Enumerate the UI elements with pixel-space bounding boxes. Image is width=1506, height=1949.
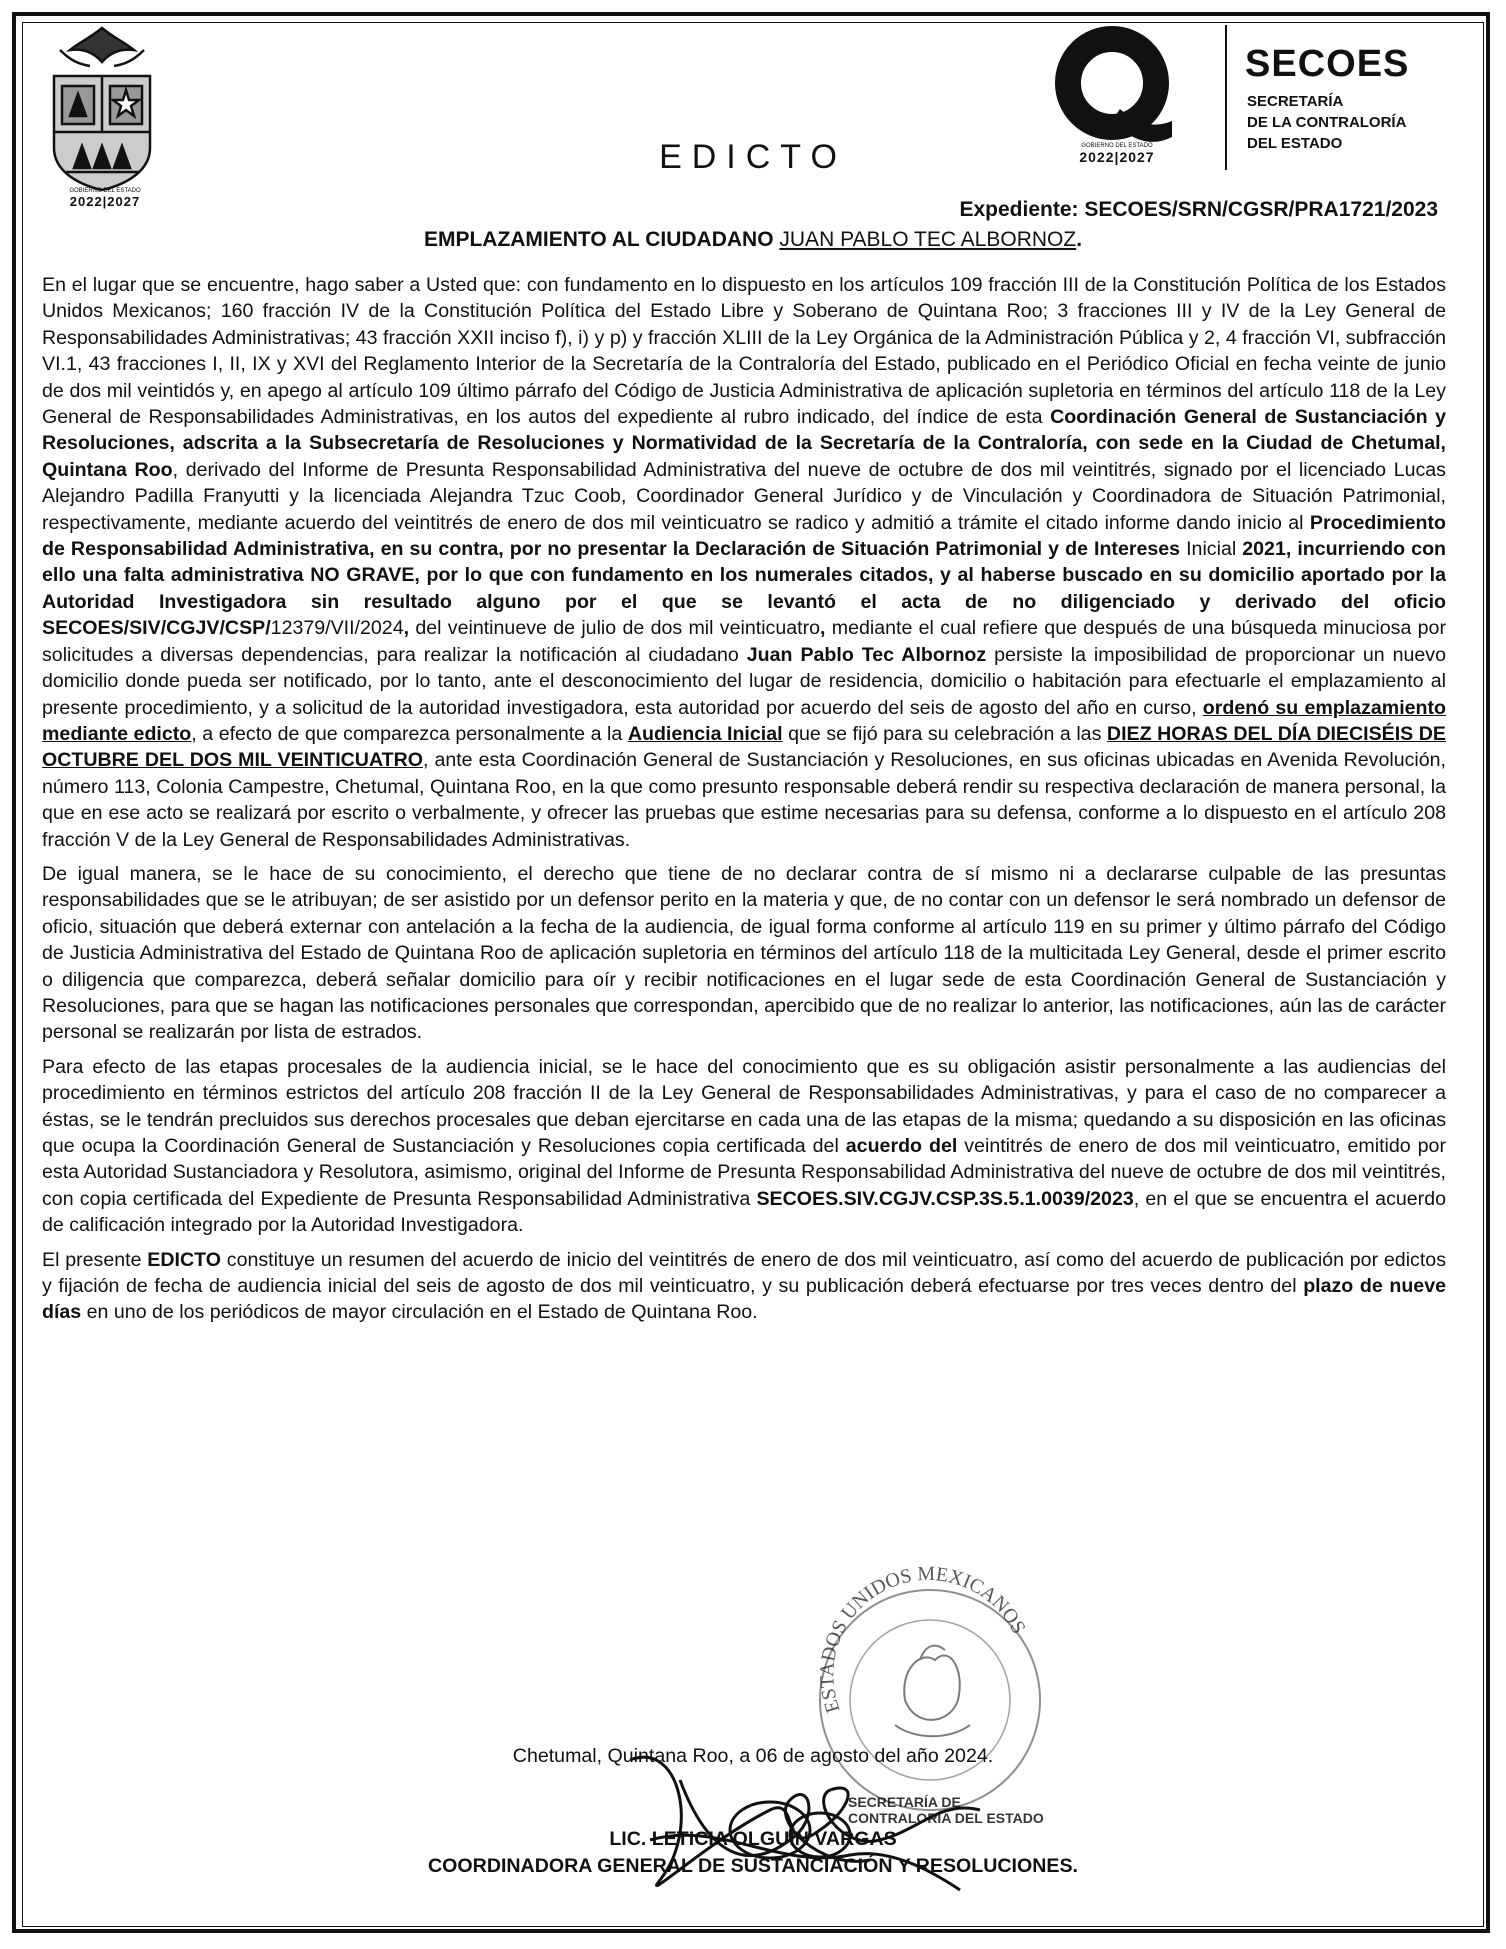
secoes-line-2: DE LA CONTRALORÍA — [1247, 114, 1407, 131]
citizen-name: JUAN PABLO TEC ALBORNOZ — [779, 228, 1077, 251]
seal-ring-text: ESTADOS UNIDOS MEXICANOS — [816, 1562, 1030, 1716]
p1-text-5: del veintinueve de julio de dos mil veinticuatro — [409, 617, 820, 640]
secoes-q-icon — [1050, 25, 1180, 155]
p1-text-10: , ante esta Coordinación General de Sustanciación y Resoluciones, en sus oficinas ubicadas en Avenida Revolución, número 113, Colonia Campestre, Chetumal, Quintana Roo, en la que como presunto responsable deberá rendir su respectiva declaración de manera personal, la que en ese acto se realizará por escrito o verbalmente, y ofrecer las pruebas que estime necesarias para su defensa, conforme a lo dispuesto en el artículo 208 fracción V de la Ley General de Responsabilidades Administrativas. — [42, 749, 1446, 851]
p1-text-6: mediante el cual refiere que después de una búsqueda minuciosa por solicitudes a diversas dependencias, para realizar la notificación al ciudadano — [42, 617, 1446, 666]
p1-text-4: 12379/VII/2024 — [270, 617, 404, 640]
p4-text-3: en uno de los periódicos de mayor circulación en el Estado de Quintana Roo. — [81, 1301, 758, 1324]
p1-underline-3: DIEZ HORAS DEL DÍA DIECISÉIS DE OCTUBRE DEL DOS MIL VEINTICUATRO — [42, 722, 1446, 772]
p1-text-7: persiste la imposibilidad de proporcionar un nuevo domicilio donde pueda ser notificado, por lo tanto, ante el desconocimiento del lugar de residencia, domicilio o habitación para efectuarle el emplazamiento al presente procedimiento, y a solicitud de la autoridad investigadora, esta autoridad por acuerdo del seis de agosto del año en curso, — [42, 643, 1446, 719]
secoes-line-1: SECRETARÍA — [1247, 93, 1344, 110]
p1-text-2: , derivado del Informe de Presunta Responsabilidad Administrativa del nueve de octubre de dos mil veintitrés, signado por el licenciado Lucas Alejandro Padilla Franyutti y la licenciada Alejandra Tzuc Coob, Coordinador General Jurídico y de Vinculación y Coordinadora de Situación Patrimonial, respectivamente, mediante acuerdo del veintitrés de enero de dos mil veinticuatro se radico y admitió a trámite el citado informe dando inicio al — [42, 458, 1446, 534]
signer-role: COORDINADORA GENERAL DE SUSTANCIACIÓN Y RESOLUCIONES. — [428, 1855, 1078, 1877]
secoes-logo-caption: GOBIERNO DEL ESTADO — [1081, 143, 1153, 149]
paragraph-4 — [42, 1247, 1446, 1326]
p1-bold-6: Juan Pablo Tec Albornoz — [746, 643, 987, 666]
paragraph-2: De igual manera, se le hace de su conocimiento, el derecho que tiene de no declarar contra de sí mismo ni a declararse culpable de las presuntas responsabilidades que se le atribuyan; de ser asistido por un defensor perito en la materia y que, de no contar con un defensor le será nombrado un defensor de oficio, situación que deberá externar con antelación a la fecha de la audiencia, de igual forma conforme al artículo 119 en su primer y último párrafo del Código de Justicia Administrativa del Estado de Quintana Roo de aplicación supletoria en términos del artículo 118 de la multicitada Ley General, desde el primer escrito o diligencia que comparezca, deberá señalar domicilio para oír y recibir notificaciones en el lugar sede de esta Coordinación General de Sustanciación y Resoluciones, para que se hagan las notificaciones personales que correspondan, apercibido que de no realizar lo anterior, las notificaciones, aún las de carácter personal se realizarán por lista de estrados. — [42, 862, 1447, 1044]
seal-line-1: SECRETARÍA DE — [848, 1794, 961, 1810]
seal-line-2: CONTRALORÍA DEL ESTADO — [848, 1810, 1044, 1826]
p3-bold-2: SECOES.SIV.CGJV.CSP.3S.5.1.0039/2023 — [756, 1187, 1134, 1210]
p1-bold-5: , — [820, 617, 826, 640]
p4-text-1: El presente — [42, 1248, 148, 1271]
handwritten-signature — [620, 1720, 1000, 1920]
p1-bold-3: 2021, incurriendo con ello una falta administrativa NO GRAVE, por lo que con fundamento en los numerales citados, y al haberse buscado en su domicilio aportado por la Autoridad Investigadora sin resultado alguno por el que se levantó el acta de no diligenciado y derivado del oficio SECOES/SIV/CGJV/CSP/ — [42, 538, 1447, 640]
emplazamiento-heading — [0, 228, 1506, 252]
p1-bold-4: , — [403, 617, 410, 640]
state-logo-year — [40, 188, 170, 209]
secoes-name: SECOES — [1245, 43, 1410, 85]
document-title: EDICTO — [659, 138, 847, 176]
emplazamiento-prefix: EMPLAZAMIENTO AL CIUDADANO — [423, 228, 780, 251]
p4-text-2: constituye un resumen del acuerdo de inicio del veintitrés de enero de dos mil veinticuatro, así como del acuerdo de publicación por edictos y fijación de fecha de audiencia inicial del seis de agosto de dos mil veinticuatro, y su publicación deberá efectuarse por tres veces dentro del — [42, 1248, 1446, 1298]
emplazamiento-suffix: . — [1076, 228, 1083, 251]
p1-text-1: En el lugar que se encuentre, hago saber a Usted que: con fundamento en lo dispuesto en los artículos 109 fracción III de la Constitución Política de los Estados Unidos Mexicanos; 160 fracción IV de la Constitución Política del Estado Libre y Soberano de Quintana Roo; 3 fracciones III y IV de la Ley General de Responsabilidades Administrativas; 43 fracción XXII inciso f), i) y p) y fracción XLIII de la Ley Orgánica de la Administración Pública y 2, 4 fracción VI, subfracción VI.1, 43 fracciones I, II, IX y XVI del Reglamento Interior de la Secretaría de la Contraloría del Estado, publicado en el Periódico Oficial en fecha veinte de junio de dos mil veintidós y, en apego al artículo 109 último párrafo del Código de Justicia Administrativa de aplicación supletoria en términos del artículo 118 de la Ley General de Responsabilidades Administrativas, en los autos del expediente al rubro indicado, del índice de esta — [42, 274, 1446, 429]
paragraph-1 — [42, 272, 1446, 853]
secoes-line-3: DEL ESTADO — [1247, 135, 1343, 152]
state-logo-year-text: 2022|2027 — [69, 194, 141, 209]
p3-bold-1: acuerdo del — [845, 1135, 958, 1157]
closing-place-date: Chetumal, Quintana Roo, a 06 de agosto del año 2024. — [512, 1745, 994, 1767]
expediente-number: Expediente: SECOES/SRN/CGSR/PRA1721/2023 — [959, 198, 1438, 221]
p1-text-8: , a efecto de que comparezca personalmente a la — [191, 722, 628, 745]
edict-body — [42, 272, 1446, 1334]
p1-bold-1: Coordinación General de Sustanciación y Resoluciones, adscrita a la Subsecretaría de Resoluciones y Normatividad de la Secretaría de la Contraloría, con sede en la Ciudad de Chetumal, Quintana Roo — [42, 406, 1446, 481]
p3-text-3: , en el que se encuentra el acuerdo de calificación integrado por la Autoridad Investigadora. — [42, 1187, 1446, 1237]
p4-bold-2: plazo de nueve días — [42, 1275, 1446, 1324]
paragraph-3 — [42, 1054, 1446, 1239]
p3-text-2: veintitrés de enero de dos mil veinticuatro, emitido por esta Autoridad Sustanciadora y Resolutora, asimismo, original del Informe de Presunta Responsabilidad Administrativa del nueve de octubre de dos mil veintitrés, con copia certificada del Expediente de Presunta Responsabilidad Administrativa — [42, 1135, 1446, 1210]
p1-underline-2: Audiencia Inicial — [627, 722, 783, 745]
p3-text-1: Para efecto de las etapas procesales de la audiencia inicial, se le hace del conocimiento que es su obligación asistir personalmente a las audiencias del procedimiento en términos estrictos del artículo 208 fracción II de la Ley General de Responsabilidades Administrativas, y para el caso de no comparecer a éstas, se le tendrán precluidos sus derechos procesales que deban ejercitarse en cada una de las etapas de la misma; quedando a su disposición en las oficinas que ocupa la Coordinación General de Sustanciación y Resoluciones copia certificada del — [42, 1055, 1446, 1157]
state-coat-of-arms-logo — [40, 20, 165, 210]
p1-text-3: Inicial — [1180, 538, 1243, 561]
signer-name: LIC. LETICIA OLGUÍN VARGAS — [609, 1828, 897, 1850]
p1-bold-2: Procedimiento de Responsabilidad Administrativa, en su contra, por no presentar la Declaración de Situación Patrimonial y de Intereses — [42, 511, 1446, 561]
p1-underline-1: ordenó su emplazamiento mediante edicto — [42, 696, 1447, 745]
p4-bold-1: EDICTO — [147, 1248, 221, 1271]
state-logo-caption: GOBIERNO DEL ESTADO — [69, 188, 141, 194]
secoes-logo-year-text: 2022|2027 — [1079, 149, 1155, 165]
p1-text-9: que se fijó para su celebración a las — [782, 722, 1107, 745]
